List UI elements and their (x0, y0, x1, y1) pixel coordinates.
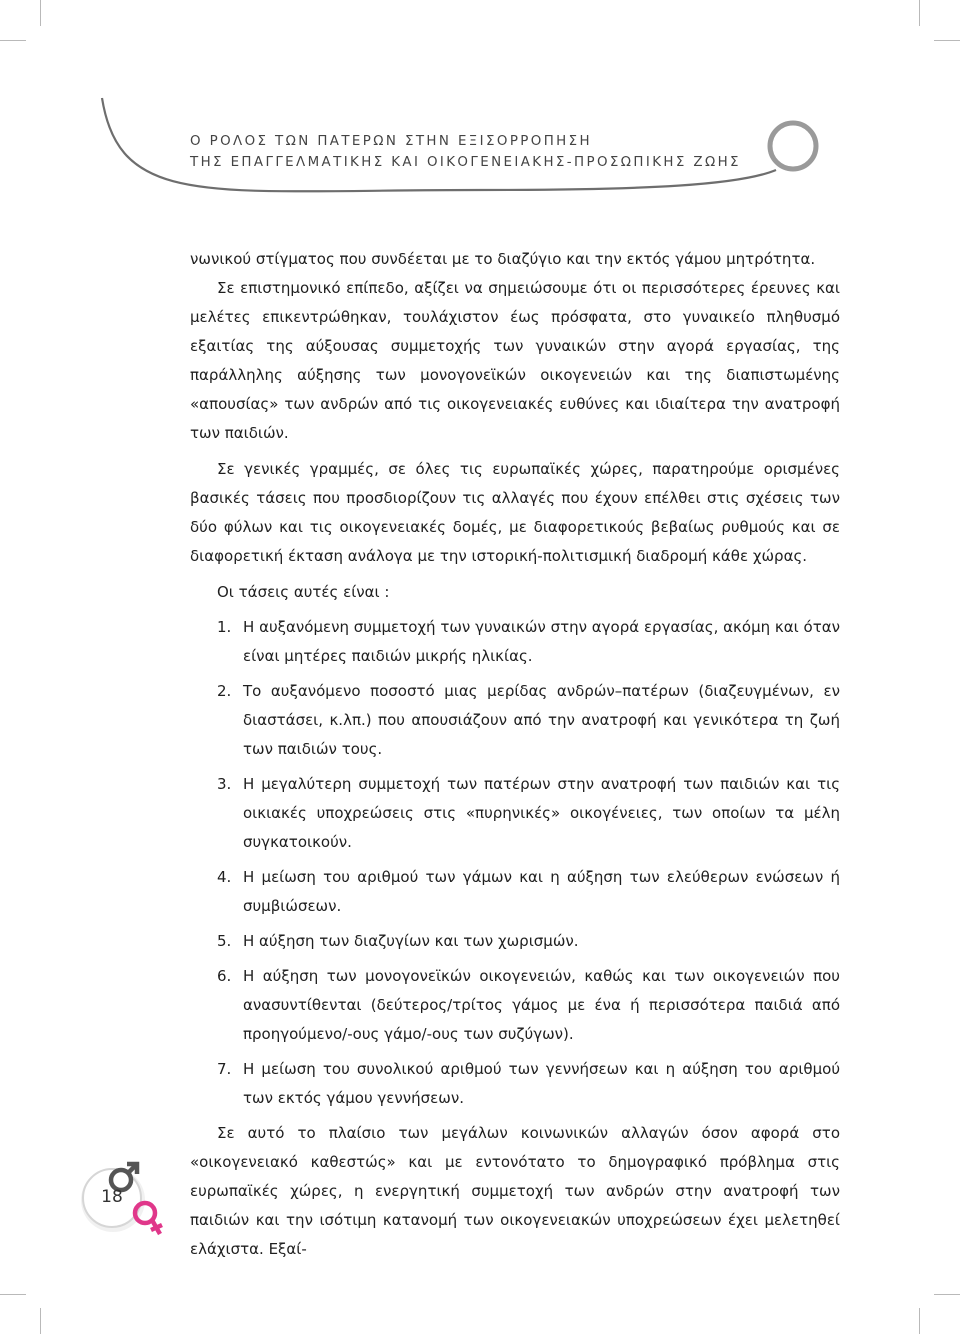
list-item (190, 677, 840, 764)
list-intro: Οι τάσεις αυτές είναι : (217, 583, 390, 601)
continued-paragraph: νωνικού στίγματος που συνδέεται με το διαζύγιο και την εκτός γάμου μητρότητα. (190, 250, 816, 268)
page-number-badge (0, 0, 220, 1334)
list-item-text: Το αυξανόμενο ποσοστό μιας μερίδας ανδρών–πατέρων (διαζευγμένων, εν διαστάσει, κ.λπ.) που απουσιάζουν από την ανατροφή και γενικότερα τη ζωή των παιδιών τους. (243, 682, 840, 758)
main-text (190, 245, 840, 1264)
list-item-number: 2. (217, 682, 232, 700)
trends-list (190, 613, 840, 1113)
list-item-text: Η αύξηση των μονογονεϊκών οικογενειών, καθώς και των οικογενειών που ανασυντίθενται (δεύτερος/τρίτος γάμος με ένα ή περισσότερα παιδιά από προηγούμενο/-ους γάμο/-ους των συζύγων). (243, 967, 840, 1043)
page-number: 18 (101, 1187, 123, 1207)
list-item-number: 7. (217, 1060, 232, 1078)
list-item-number: 6. (217, 967, 232, 985)
running-header-line-1: Ο ΡΟΛΟΣ ΤΩΝ ΠΑΤΕΡΩΝ ΣΤΗΝ ΕΞΙΣΟΡΡΟΠΗΣΗ (190, 134, 592, 149)
list-item-text: Η μεγαλύτερη συμμετοχή των πατέρων στην ανατροφή των παιδιών και τις οικιακές υποχρεώσεις στις «πυρηνικές» οικογένειες, των οποίων τα μέλη συγκατοικούν. (243, 775, 840, 851)
list-item-text: Η μείωση του αριθμού των γάμων και η αύξηση των ελεύθερων ενώσεων ή συμβιώσεων. (243, 868, 840, 915)
paragraph-trends: Σε γενικές γραμμές, σε όλες τις ευρωπαϊκές χώρες, παρατηρούμε ορισμένες βασικές τάσεις που προσδιορίζουν τις αλλαγές που έχουν επέλθει στις σχέσεις των δύο φύλων και τις οικογενειακές δομές, με διαφορετικούς βεβαίως ρυθμούς και σε διαφορετική έκταση ανάλογα με την ιστορική-πολιτισμική διαδρομή κάθε χώρας. (190, 460, 840, 565)
list-item-number: 1. (217, 618, 232, 636)
list-item-number: 3. (217, 775, 232, 793)
running-header (190, 131, 790, 173)
list-item (190, 927, 840, 956)
list-item-number: 4. (217, 868, 232, 886)
list-item-text: Η μείωση του συνολικού αριθμού των γεννήσεων και η αύξηση του αριθμού των εκτός γάμου γεννήσεων. (243, 1060, 840, 1107)
list-item-number: 5. (217, 932, 232, 950)
paragraph-research: Σε επιστημονικό επίπεδο, αξίζει να σημειώσουμε ότι οι περισσότερες έρευνες και μελέτες επικεντρώθηκαν, τουλάχιστον έως πρόσφατα, στο γυναικείο πληθυσμό εξαιτίας της αύξουσας συμμετοχής των γυναικών στην αγορά εργασίας, της παράλληλης αύξησης των μονογονεϊκών οικογενειών και της διαπιστωμένης «απουσίας» των ανδρών από τις οικογενειακές ευθύνες και ιδιαίτερα την ανατροφή των παιδιών. (190, 279, 840, 442)
paragraph-context: Σε αυτό το πλαίσιο των μεγάλων κοινωνικών αλλαγών όσον αφορά στο «οικογενειακό καθεστώς» και με εντονότατο το δημογραφικό πρόβλημα στις ευρωπαϊκές χώρες, η ενεργητική συμμετοχή των ανδρών στην ανατροφή των παιδιών και την ισότιμη κατανομή των οικογενειακών υποχρεώσεων έχει μελετηθεί ελάχιστα. Εξαί- (190, 1124, 840, 1258)
crop-mark-bottom-right-v (919, 1308, 920, 1334)
crop-mark-bottom-right-h (934, 1294, 960, 1295)
list-item-text: Η αυξανόμενη συμμετοχή των γυναικών στην αγορά εργασίας, ακόμη και όταν είναι μητέρες παιδιών μικρής ηλικίας. (243, 618, 840, 665)
running-header-line-2: ΤΗΣ ΕΠΑΓΓΕΛΜΑΤΙΚΗΣ ΚΑΙ ΟΙΚΟΓΕΝΕΙΑΚΗΣ-ΠΡΟΣΩΠΙΚΗΣ ΖΩΗΣ (190, 155, 741, 170)
list-item (190, 863, 840, 921)
list-item (190, 1055, 840, 1113)
female-symbol-icon (135, 1203, 162, 1234)
list-item (190, 613, 840, 671)
list-item-text: Η αύξηση των διαζυγίων και των χωρισμών. (243, 932, 579, 950)
list-item (190, 770, 840, 857)
list-item (190, 962, 840, 1049)
